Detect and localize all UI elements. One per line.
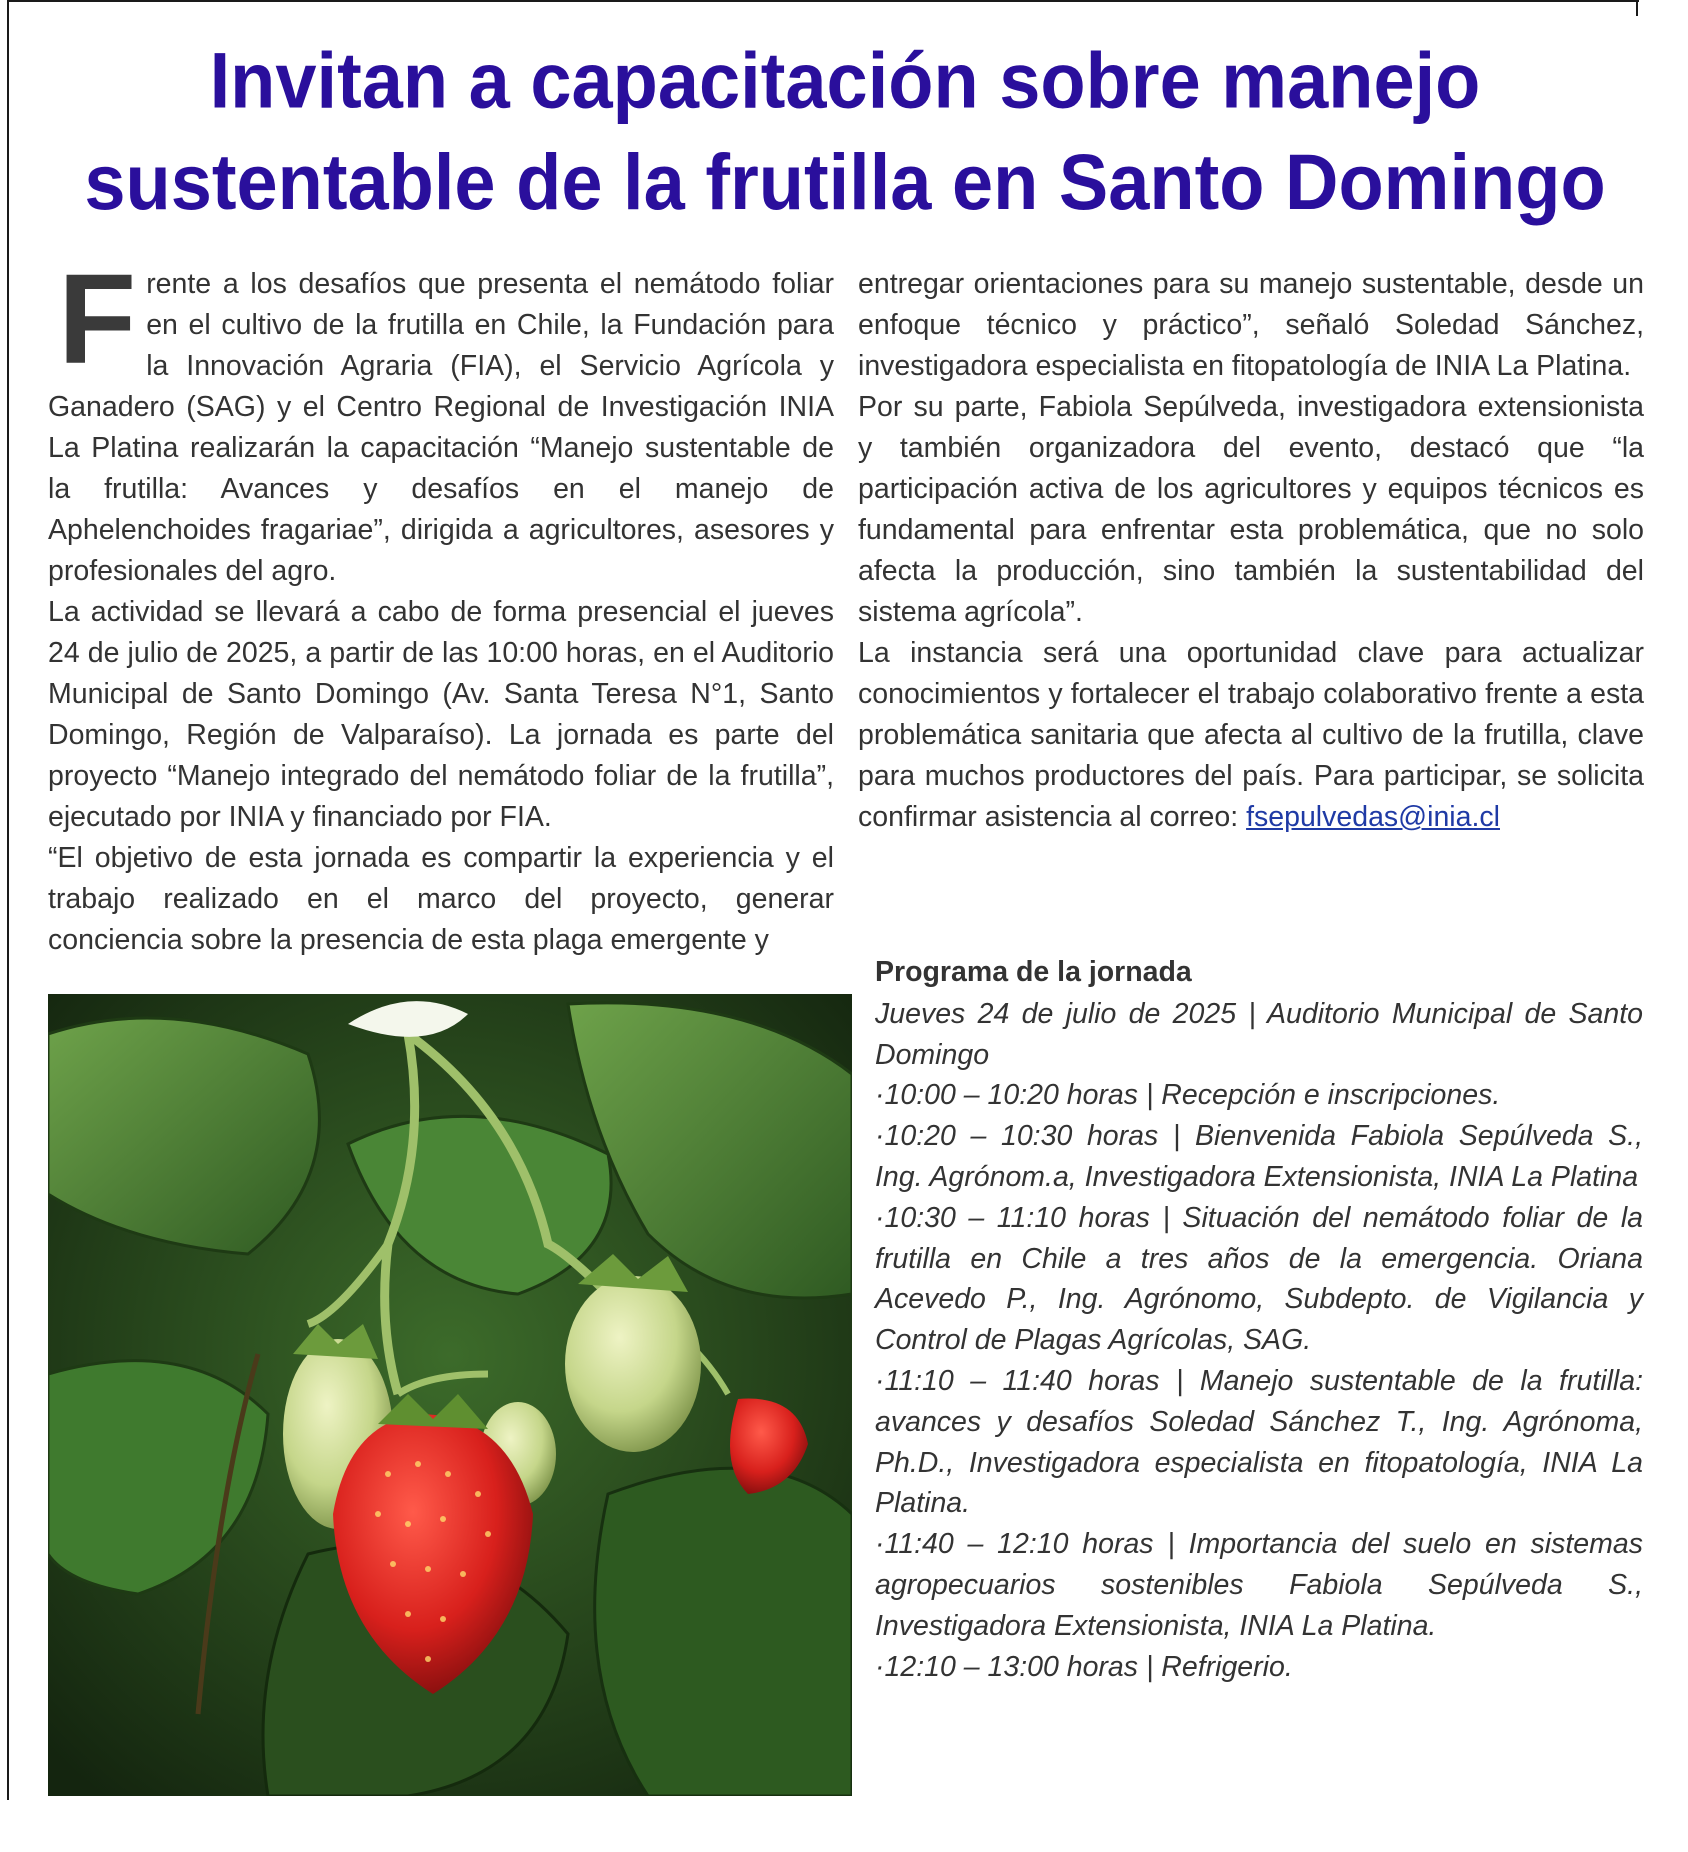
strawberry-photo (48, 994, 852, 1796)
email-link[interactable]: fsepulvedas@inia.cl (1246, 801, 1500, 833)
article-paragraph: entregar orientaciones para su manejo sustentable, desde un enfoque técnico y práctico”, señaló Soledad Sánchez, investigadora especialista en fitopatología de INIA La Platina. (858, 268, 1644, 382)
article-paragraph: “El objetivo de esta jornada es compartir la experiencia y el trabajo realizado en el marco del proyecto, generar conciencia sobre la presencia de esta plaga emergente y (48, 842, 834, 956)
article-paragraph: La actividad se llevará a cabo de forma presencial el jueves 24 de julio de 2025, a partir de las 10:00 horas, en el Auditorio Municipal de Santo Domingo (Av. Santa Teresa N°1, Santo Domingo, Región de Valparaíso). La jornada es parte del proyecto “Manejo integrado del nemátodo foliar de la frutilla”, ejecutado por INIA y financiado por FIA. (48, 596, 834, 833)
article-column-left (48, 248, 834, 961)
program-title: Programa de la jornada (875, 956, 1192, 988)
article-paragraph: Por su parte, Fabiola Sepúlveda, investigadora extensionista y también organizadora del evento, destacó que “la participación activa de los agricultores y equipos técnicos es fundamental para enfrentar esta problemática, que no solo afecta la producción, sino también la sustentabilidad del sistema agrícola”. (858, 391, 1644, 628)
article-paragraph (858, 633, 1644, 838)
page-border-tick (1636, 0, 1638, 16)
headline-line-1: Invitan a capacitación sobre manejo (209, 36, 1481, 125)
program-line: ·10:20 – 10:30 horas | Bienvenida Fabiola Sepúlveda S., Ing. Agrónom.a, Investigadora Extensionista, INIA La Platina (875, 1120, 1643, 1193)
drop-cap: F (58, 248, 137, 391)
program-box (875, 952, 1643, 1687)
article-paragraph (48, 248, 834, 592)
article-headline (40, 30, 1650, 234)
page-border-left (7, 0, 9, 1800)
paragraph-text: rente a los desafíos que presenta el nemátodo foliar en el cultivo de la frutilla en Chile, la Fundación para la Innovación Agraria (FIA), el Servicio Agrícola y Ganadero (SAG) y el Centro Regional de Investigación INIA La Platina realizarán la capacitación “Manejo sustentable de la frutilla: Avances y desafíos en el manejo de Aphelenchoides fragariae”, dirigida a agricultores, asesores y profesionales del agro. (48, 268, 834, 587)
page-border-top (7, 0, 1639, 2)
program-line: ·11:10 – 11:40 horas | Manejo sustentable de la frutilla: avances y desafíos Soledad Sánchez T., Ing. Agrónoma, Ph.D., Investigadora especialista en fitopatología, INIA La Platina. (875, 1364, 1643, 1520)
headline-line-2: sustentable de la frutilla en Santo Domingo (84, 138, 1606, 227)
program-line: ·11:40 – 12:10 horas | Importancia del suelo en sistemas agropecuarios sostenibles Fabiola Sepúlveda S., Investigadora Extensionista, INIA La Platina. (875, 1528, 1643, 1642)
program-line: ·10:30 – 11:10 horas | Situación del nemátodo foliar de la frutilla en Chile a tres años de la emergencia. Oriana Acevedo P., Ing. Agrónomo, Subdepto. de Vigilancia y Control de Plagas Agrícolas, SAG. (875, 1201, 1643, 1357)
program-line: Jueves 24 de julio de 2025 | Auditorio Municipal de Santo Domingo (875, 997, 1643, 1071)
paragraph-text: La instancia será una oportunidad clave para actualizar conocimientos y fortalecer el trabajo colaborativo frente a esta problemática sanitaria que afecta al cultivo de la frutilla, clave para muchos productores del país. Para participar, se solicita confirmar asistencia al correo: (858, 637, 1644, 833)
article-column-right (858, 264, 1644, 838)
program-line: ·12:10 – 13:00 horas | Refrigerio. (875, 1650, 1293, 1683)
program-line: ·10:00 – 10:20 horas | Recepción e inscripciones. (875, 1079, 1501, 1112)
